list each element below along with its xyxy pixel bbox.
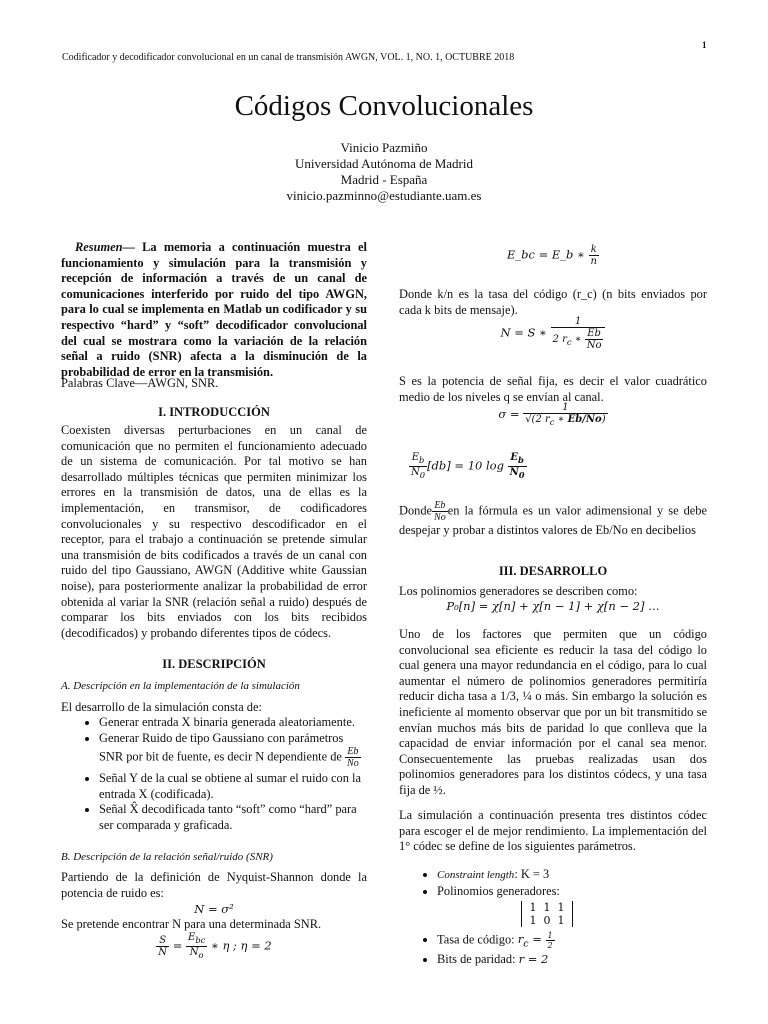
abstract-text: La memoria a continuación muestra el funcionamiento y simulación para la transmisión y recepción de información a través de un canal de comunicaciones interferido por ruido del tipo AWGN, para lo cual se implementa en Matlab un codificador y su respectivo “hard” y “soft” decodificador convolucional del cual se mostrara como la variación de la relación señal a ruido (SNR) afecta a la disminución de la probabilidad de error en la transmisión. (61, 240, 367, 379)
intro-paragraph: Coexisten diversas perturbaciones en un canal de comunicación que no permiten el funcionamiento adecuado de un sistema de comunicación. Por tal motivo se han desarrollado múltiples técnicas que permiten minimizar los errores en la transmisión de datos, una de ellas es la implementación, en transmisor, de codificadores convolucionales y su respectivo descodificador en el receptor, para el trabajo a continuación se pretende simular una transmisión de bits codificados a través de un canal con ruido del tipo Gaussiano, AWGN (Additive white Gaussian noise), para posteriormente analizar la probabilidad de error obtenida al variar la SNR (relación señal a ruido) después de comparar los bits enviados con los bits recibidos (decodificados) y probando diferentes tipos de códecs. (61, 423, 367, 640)
code-rate-paragraph: Donde k/n es la tasa del código (r_c) (n bits enviados por cada k bits de mensaje). (399, 287, 707, 317)
simulation-steps-list (61, 715, 367, 834)
sigma-equation: σ = $\frac{1}{√(2 r_c ∗ Eb/No)}$ (498, 402, 606, 427)
list-item: • Bits de paridad: r = 2 (437, 952, 707, 968)
signal-power-paragraph: S es la potencia de señal fija, es decir el valor cuadrático medio de los niveles q se envían al canal. (399, 374, 707, 404)
list-item: • Generar entrada X binaria generada aleatoriamente. (99, 715, 367, 731)
section-desarrollo-heading: III. DESARROLLO (498, 564, 608, 578)
running-head: Codificador y decodificador convolucional en un canal de transmisión AWGN, VOL. 1, NO. 1, OCTUBRE 2018 (62, 52, 515, 63)
polynomials-intro: Los polinomios generadores se describen como: (399, 584, 638, 598)
abstract (61, 240, 367, 380)
matrix-cell: 0 (543, 914, 551, 928)
author-affiliation: Universidad Autónoma de Madrid (295, 156, 473, 171)
subsection-a-heading: A. Descripción en la implementación de la simulación (61, 680, 300, 692)
matrix-cell: 1 (529, 901, 537, 915)
list-item: • Generar Ruido de tipo Gaussiano con parámetros SNR por bit de fuente, es decir N dependiente de $\frac{Eb}{No}$ (99, 731, 367, 770)
author-location: Madrid - España (340, 172, 428, 187)
simulation-intro: El desarrollo de la simulación consta de: (61, 700, 262, 714)
list-item: • Señal X̂ decodificada tanto “soft” como “hard” para ser comparada y graficada. (99, 802, 367, 833)
page-number: 1 (702, 40, 707, 50)
list-item: • Polinomios generadores: (437, 884, 707, 900)
abstract-label: Resumen— (75, 240, 135, 254)
eb-no-fraction: $\frac{Eb}{No}$ (347, 746, 359, 770)
db-equation: $\frac{E_b}{N_0}$ [db] = 10 log $\frac{E_b}{N_0}$ (411, 452, 525, 480)
matrix-row (526, 901, 568, 914)
list-item: • Constraint length: K = 3 (437, 867, 707, 884)
subsection-b-heading: B. Descripción de la relación señal/ruido (SNR) (61, 851, 273, 863)
author-name: Vinicio Pazmiño (340, 140, 428, 155)
keywords: Palabras Clave—AWGN, SNR. (61, 376, 219, 390)
matrix-cell: 1 (557, 901, 565, 915)
matrix-cell: 1 (557, 914, 565, 928)
snr-target-text: Se pretende encontrar N para una determinada SNR. (61, 917, 322, 931)
matrix-row (526, 914, 568, 927)
nyquist-paragraph: Partiendo de la definición de Nyquist-Shannon donde la potencia de ruido es: (61, 870, 367, 900)
list-item: • Tasa de código: $r_c$ = $\frac{1}{2}$ (437, 931, 707, 952)
list-item: • Señal Y de la cual se obtiene al sumar el ruido con la entrada X (codificada). (99, 771, 367, 802)
codec-intro-paragraph: La simulación a continuación presenta tres distintos códec para escoger el de mejor rendimiento. La implementación del 1° códec se define de los siguientes parámetros. (399, 808, 707, 854)
matrix-cell: 1 (529, 914, 537, 928)
codec-parameters-list (399, 867, 707, 968)
efficiency-paragraph: Uno de los factores que permiten que un código convolucional sea eficiente es reducir la tasa del código lo cual genera una mayor redundancia en el código, para lo cual aumentar el número de polinomios generadores permitiría reducir dicha tasa a 1/3, ¼ o más. Sin embargo la solución es ineficiente al momento observar que por un bit transmitido se envían muchos más bits de paridad lo que conlleva que la capacidad de enviar información por el canal sea menor. Consecuentemente las pruebas realizadas usan dos polinomios generadores para los distintos códecs, y una tasa fija de ½. (399, 627, 707, 797)
noise-equation: N = σ² (194, 902, 234, 916)
eb-no-paragraph: Donde $\frac{Eb}{No}$ en la fórmula es un valor adimensional y se debe despejar y probar a distintos valores de Eb/No en decibelios (399, 500, 707, 537)
section-introduccion-heading: I. INTRODUCCIÓN (158, 405, 270, 419)
snr-equation: $\frac{S}{N}$ = $\frac{E_{bc}}{N_o}$ ∗ η ; η = 2 (158, 932, 272, 960)
n-equation: N = S ∗ 1 2 $r_c$ ∗ $\frac{Eb}{No}$ (399, 316, 707, 351)
paper-title: Códigos Convolucionales (234, 90, 534, 122)
generator-matrix (399, 901, 707, 929)
section-descripcion-heading: II. DESCRIPCIÓN (162, 657, 266, 671)
matrix-cell: 1 (543, 901, 551, 915)
polynomial-equation: P₀[n] = χ[n] + χ[n − 1] + χ[n − 2] … (446, 599, 660, 613)
ebc-equation: E_bc = E_b ∗ $\frac{k}{n}$ (507, 244, 597, 267)
author-block (0, 140, 768, 204)
author-email: vinicio.pazminno@estudiante.uam.es (286, 188, 482, 203)
